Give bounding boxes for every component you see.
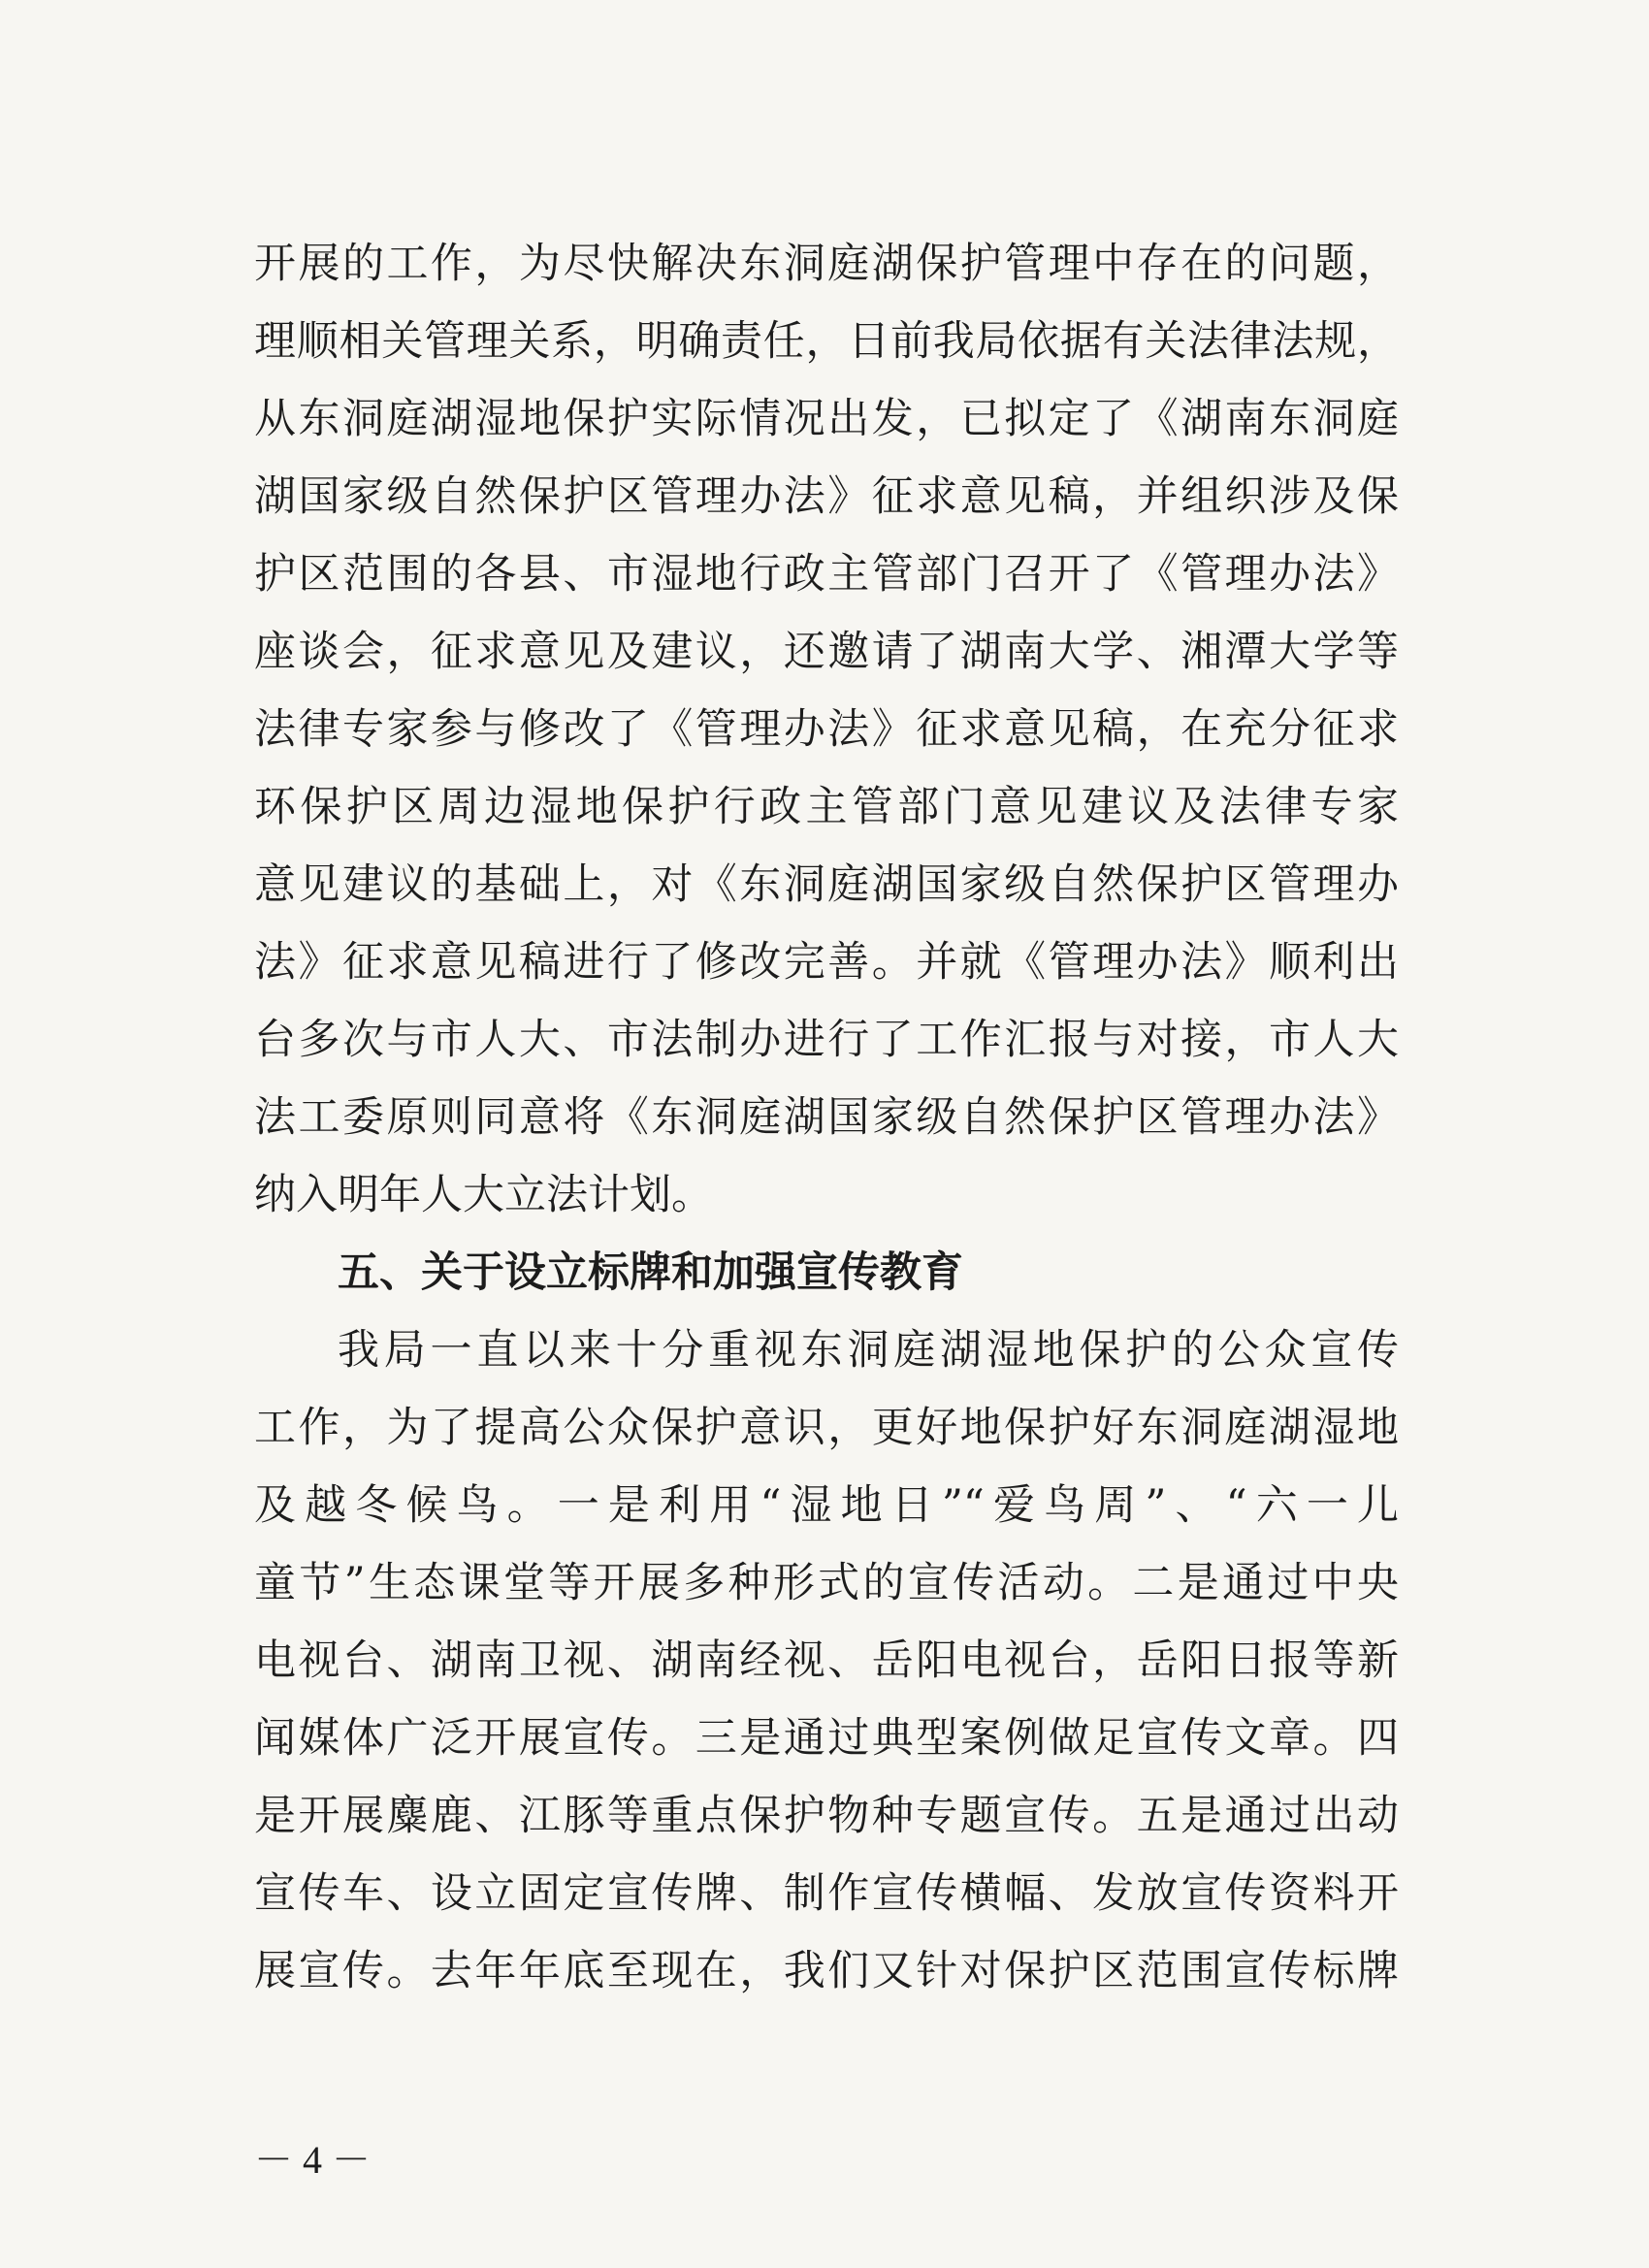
- text-line: 纳入明年人大立法计划。: [254, 1171, 713, 1219]
- text-line: 从东洞庭湖湿地保护实际情况出发，已拟定了《湖南东洞庭: [254, 395, 1399, 443]
- text-line: 宣传车、设立固定宣传牌、制作宣传横幅、发放宣传资料开: [254, 1869, 1399, 1918]
- text-line: 湖国家级自然保护区管理办法》征求意见稿，并组织涉及保: [254, 472, 1399, 521]
- text-line: 法律专家参与修改了《管理办法》征求意见稿，在充分征求: [254, 705, 1399, 754]
- text-line: 工作，为了提高公众保护意识，更好地保护好东洞庭湖湿地: [254, 1404, 1399, 1452]
- text-line: 我局一直以来十分重视东洞庭湖湿地保护的公众宣传: [338, 1326, 1399, 1375]
- text-line: 座谈会，征求意见及建议，还邀请了湖南大学、湘潭大学等: [254, 628, 1399, 676]
- section-heading: 五、关于设立标牌和加强宣传教育: [338, 1248, 963, 1297]
- text-line: 护区范围的各县、市湿地行政主管部门召开了《管理办法》: [254, 550, 1399, 599]
- text-line: 法》征求意见稿进行了修改完善。并就《管理办法》顺利出: [254, 938, 1399, 987]
- page-number: － 4 －: [254, 2138, 371, 2182]
- text-line: 环保护区周边湿地保护行政主管部门意见建议及法律专家: [254, 783, 1399, 831]
- text-line: 闻媒体广泛开展宣传。三是通过典型案例做足宣传文章。四: [254, 1714, 1399, 1763]
- text-line: 展宣传。去年年底至现在，我们又针对保护区范围宣传标牌: [254, 1947, 1399, 1995]
- text-line: 是开展麋鹿、江豚等重点保护物种专题宣传。五是通过出动: [254, 1792, 1399, 1840]
- text-line: 台多次与市人大、市法制办进行了工作汇报与对接，市人大: [254, 1016, 1399, 1064]
- text-line: 理顺相关管理关系，明确责任，日前我局依据有关法律法规，: [254, 317, 1399, 366]
- text-line: 意见建议的基础上，对《东洞庭湖国家级自然保护区管理办: [254, 860, 1399, 909]
- text-line: 法工委原则同意将《东洞庭湖国家级自然保护区管理办法》: [254, 1093, 1399, 1142]
- text-line: 童节”生态课堂等开展多种形式的宣传活动。二是通过中央: [254, 1559, 1399, 1607]
- text-line: 开展的工作，为尽快解决东洞庭湖保护管理中存在的问题，: [254, 240, 1399, 288]
- body-text: [254, 225, 1399, 2010]
- text-line: 及越冬候鸟。一是利用“湿地日”“爱鸟周”、“六一儿: [254, 1481, 1399, 1530]
- text-line: 电视台、湖南卫视、湖南经视、岳阳电视台，岳阳日报等新: [254, 1636, 1399, 1685]
